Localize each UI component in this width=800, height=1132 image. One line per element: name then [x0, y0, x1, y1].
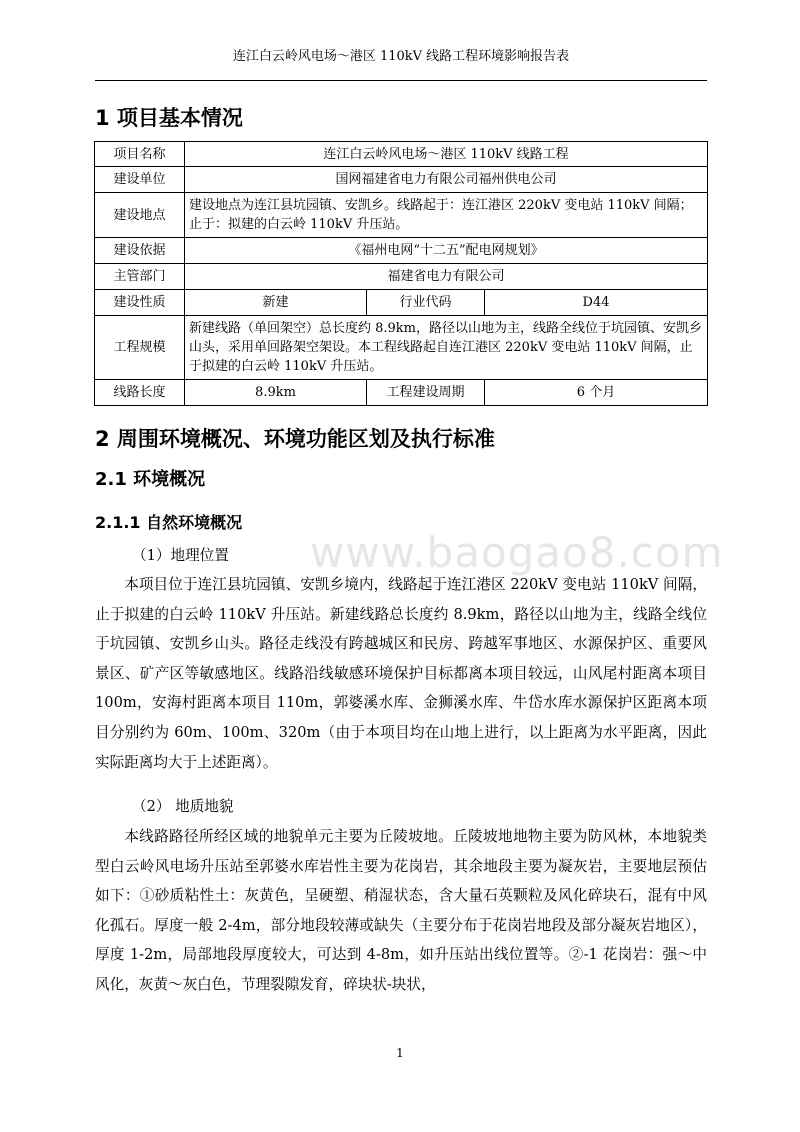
cell-label: 工程建设周期 — [367, 380, 485, 406]
cell-label: 建设地点 — [95, 193, 185, 238]
section-2-heading: 2 周围环境概况、环境功能区划及执行标准 — [95, 427, 495, 451]
cell-label: 行业代码 — [367, 290, 485, 316]
cell-label: 工程规模 — [95, 316, 185, 380]
cell-label: 线路长度 — [95, 380, 185, 406]
running-header: 连江白云岭风电场～港区 110kV 线路工程环境影响报告表 — [232, 49, 570, 64]
page-number: 1 — [396, 1046, 404, 1060]
basis-value: 《福州电网“十二五”配电网规划》 — [185, 238, 708, 264]
table-row — [95, 193, 708, 238]
builder-value: 国网福建省电力有限公司福州供电公司 — [185, 167, 708, 193]
item-1-title: （1）地理位置 — [132, 547, 229, 564]
project-info-table — [94, 141, 708, 406]
project-name-value: 连江白云岭风电场～港区 110kV 线路工程 — [185, 142, 708, 167]
item-2-paragraph: 本线路路径所经区域的地貌单元主要为丘陵坡地。丘陵坡地地物主要为防风林，本地貌类型白云岭风电场升压站至郭婆水库岩性主要为花岗岩，其余地段主要为凝灰岩，主要地层预估如下：①砂质粘性土：灰黄色，呈硬塑、稍湿状态，含大量石英颗粒及风化碎块石，混有中风化孤石。厚度一般 2-4m，部分地段较薄或缺失（主要分布于花岗岩地段及部分凝灰岩地区），厚度 1-2m，局部地段厚度较大，可达到 4-8m，如升压站出线位置等。②-1 花岗岩：强～中风化，灰黄～灰白色，节理裂隙发育，碎块状-块状， — [95, 828, 707, 993]
section-2-1-heading: 2.1 环境概况 — [95, 469, 206, 490]
cell-label: 建设单位 — [95, 167, 185, 193]
cell-label: 建设依据 — [95, 238, 185, 264]
cell-label: 主管部门 — [95, 264, 185, 290]
period-value: 6 个月 — [485, 380, 708, 406]
table-row — [95, 142, 708, 167]
item-1-paragraph: 本项目位于连江县坑园镇、安凯乡境内，线路起于连江港区 220kV 变电站 110kV 间隔，止于拟建的白云岭 110kV 升压站。新建线路总长度约 8.9km，路径以山地为主，线路全线位于坑园镇、安凯乡山头。路径走线没有跨越城区和民房、跨越军事地区、水源保护区、重要风景区、矿产区等敏感地区。线路沿线敏感环境保护目标都离本项目较远，山风尾村距离本项目 100m，安海村距离本项目 110m，郭婆溪水库、金狮溪水库、牛岱水库水源保护区距离本项目分别约为 60m、100m、320m（由于本项目均在山地上进行，以上距离为水平距离，因此实际距离均大于上述距离）。 — [95, 576, 707, 771]
table-row — [95, 316, 708, 380]
section-1-heading: 1 项目基本情况 — [95, 106, 243, 130]
nature-value: 新建 — [185, 290, 367, 316]
table-row — [95, 264, 708, 290]
cell-label: 项目名称 — [95, 142, 185, 167]
watermark: www.baogao8.com — [310, 528, 724, 577]
scale-value: 新建线路（单回架空）总长度约 8.9km，路径以山地为主，线路全线位于坑园镇、安凯乡山头，采用单回路架空架设。本工程线路起自连江港区 220kV 变电站 110kV 间隔，止于拟建的白云岭 110kV 升压站。 — [185, 316, 708, 380]
site-value: 建设地点为连江县坑园镇、安凯乡。线路起于：连江港区 220kV 变电站 110kV 间隔；止于：拟建的白云岭 110kV 升压站。 — [185, 193, 708, 238]
cell-label: 建设性质 — [95, 290, 185, 316]
industry-code-value: D44 — [485, 290, 708, 316]
item-2-title: （2） 地质地貌 — [132, 798, 234, 815]
section-2-1-1-heading: 2.1.1 自然环境概况 — [95, 513, 243, 532]
table-row — [95, 238, 708, 264]
table-row — [95, 380, 708, 406]
header-rule — [95, 80, 707, 81]
table-row — [95, 290, 708, 316]
table-row — [95, 167, 708, 193]
authority-value: 福建省电力有限公司 — [185, 264, 708, 290]
length-value: 8.9km — [185, 380, 367, 406]
